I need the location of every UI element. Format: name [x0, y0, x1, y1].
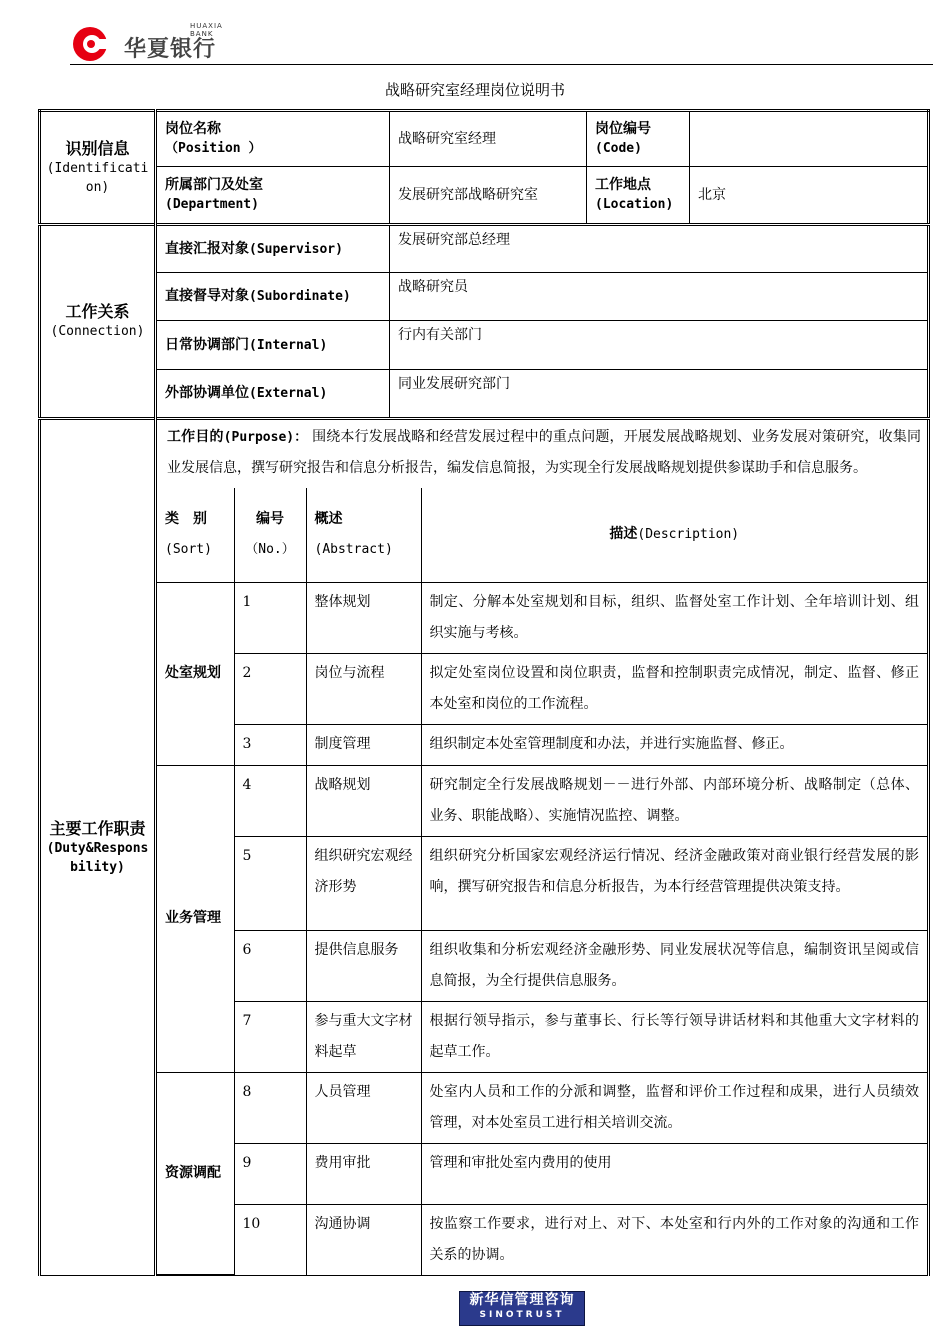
connection-title-en: (Connection)	[50, 324, 145, 339]
sinotrust-logo-en: SINOTRUST	[479, 1310, 565, 1320]
duty-abstract: 整体规划	[306, 582, 421, 653]
duties-content	[156, 419, 929, 1276]
duty-number: 9	[234, 1143, 306, 1204]
duties-title: 主要工作职责	[49, 818, 146, 838]
table-row	[157, 765, 927, 836]
sort-header-en: (Sort)	[165, 542, 212, 558]
code-label-en: (Code)	[595, 141, 642, 156]
duty-number: 8	[234, 1072, 306, 1143]
duties-title-en: (Duty&Responsbility)	[46, 840, 149, 875]
purpose-label-en: (Purpose)：	[223, 430, 308, 445]
position-label	[156, 111, 390, 167]
duty-number: 2	[234, 653, 306, 724]
table-row	[157, 653, 927, 724]
duty-description: 组织收集和分析宏观经济金融形势、同业发展状况等信息，编制资讯呈阅或信息简报，为全行提供信息服务。	[421, 930, 927, 1001]
duty-number: 5	[234, 836, 306, 930]
sinotrust-logo-cn: 新华信管理咨询	[469, 1292, 575, 1308]
no-header-en: （No.）	[245, 542, 295, 558]
duty-abstract: 人员管理	[306, 1072, 421, 1143]
supervisor-value: 发展研究部总经理	[390, 225, 929, 273]
huaxia-logo-icon	[70, 24, 110, 64]
abstract-header-cn: 概述	[314, 511, 343, 528]
duty-abstract: 岗位与流程	[306, 653, 421, 724]
duty-number: 6	[234, 930, 306, 1001]
duty-description: 处室内人员和工作的分派和调整，监督和评价工作过程和成果，进行人员绩效管理，对本处室员工进行相关培训交流。	[421, 1072, 927, 1143]
external-label-en: (External)	[249, 386, 328, 401]
external-label	[156, 370, 390, 419]
supervisor-label-en: (Supervisor)	[249, 241, 343, 257]
internal-value: 行内有关部门	[390, 321, 929, 370]
duty-number: 10	[234, 1204, 306, 1275]
header-divider	[70, 64, 933, 65]
page-title: 战略研究室经理岗位说明书	[384, 81, 565, 99]
external-value: 同业发展研究部门	[390, 370, 929, 419]
duty-description: 组织研究分析国家宏观经济运行情况、经济金融政策对商业银行经营发展的影响，撰写研究报告和信息分析报告，为本行经营管理提供决策支持。	[421, 836, 927, 930]
duty-number: 3	[234, 724, 306, 765]
connection-section	[40, 225, 156, 419]
category-resources: 资源调配	[157, 1072, 234, 1275]
internal-label-en: (Internal)	[249, 337, 328, 353]
purpose-label-cn: 工作目的	[167, 429, 224, 445]
duty-description: 组织制定本处室管理制度和办法，并进行实施监督、修正。	[421, 724, 927, 765]
duty-number: 7	[234, 1001, 306, 1072]
duty-description: 管理和审批处室内费用的使用	[421, 1143, 927, 1204]
purpose-block	[157, 420, 927, 488]
bank-logo	[70, 22, 240, 64]
sort-header	[157, 488, 234, 582]
job-description-table	[38, 109, 930, 1276]
subordinate-value: 战略研究员	[390, 273, 929, 321]
duty-description: 研究制定全行发展战略规划－－进行外部、内部环境分析、战略制定（总体、业务、职能战略）、实施情况监控、调整。	[421, 765, 927, 836]
duties-header-row	[157, 488, 927, 582]
duties-table	[157, 488, 927, 1275]
supervisor-label	[156, 225, 390, 273]
location-value: 北京	[690, 167, 929, 225]
purpose-text: 围绕本行发展战略和经营发展过程中的重点问题，开展发展战略规划、业务发展对策研究，收集同业发展信息，撰写研究报告和信息分析报告，编发信息简报，为实现全行发展战略规划提供参谋助手和信息服务。	[167, 429, 922, 476]
no-header	[234, 488, 306, 582]
description-header	[421, 488, 927, 582]
duty-description: 根据行领导指示，参与董事长、行长等行领导讲话材料和其他重大文字材料的起草工作。	[421, 1001, 927, 1072]
abstract-header-en: (Abstract)	[314, 542, 393, 558]
table-row	[157, 724, 927, 765]
no-header-cn: 编号	[256, 511, 284, 528]
location-label	[587, 167, 690, 225]
duty-description: 制定、分解本处室规划和目标，组织、监督处室工作计划、全年培训计划、组织实施与考核。	[421, 582, 927, 653]
duty-description: 拟定处室岗位设置和岗位职责，监督和控制职责完成情况，制定、监督、修正本处室和岗位的工作流程。	[421, 653, 927, 724]
duty-abstract: 费用审批	[306, 1143, 421, 1204]
subordinate-label	[156, 273, 390, 321]
subordinate-label-cn: 直接督导对象	[165, 288, 249, 304]
external-label-cn: 外部协调单位	[165, 385, 249, 401]
description-header-cn: 描述	[609, 526, 638, 543]
supervisor-label-cn: 直接汇报对象	[165, 240, 249, 257]
sinotrust-logo	[459, 1291, 585, 1326]
position-label-cn: 岗位名称	[165, 121, 221, 137]
duty-abstract: 战略规划	[306, 765, 421, 836]
duty-abstract: 参与重大文字材料起草	[306, 1001, 421, 1072]
department-value: 发展研究部战略研究室	[390, 167, 587, 225]
abstract-header	[306, 488, 421, 582]
duty-number: 1	[234, 582, 306, 653]
description-header-en: (Description)	[637, 527, 740, 543]
table-row	[157, 836, 927, 930]
category-business: 业务管理	[157, 765, 234, 1072]
duty-description: 按监察工作要求，进行对上、对下、本处室和行内外的工作对象的沟通和工作关系的协调。	[421, 1204, 927, 1275]
position-value: 战略研究室经理	[390, 111, 587, 167]
identification-title: 识别信息	[65, 138, 130, 158]
connection-title: 工作关系	[65, 302, 130, 321]
department-label-cn: 所属部门及处室	[165, 177, 263, 193]
department-label-en: (Department)	[165, 197, 259, 212]
duties-section	[40, 419, 156, 1276]
duty-abstract: 制度管理	[306, 724, 421, 765]
subordinate-label-en: (Subordinate)	[249, 289, 351, 304]
table-row	[157, 1204, 927, 1275]
internal-label	[156, 321, 390, 370]
table-row	[157, 1143, 927, 1204]
table-row	[157, 1001, 927, 1072]
duty-abstract: 提供信息服务	[306, 930, 421, 1001]
department-label	[156, 167, 390, 225]
identification-section	[40, 111, 156, 225]
purpose-label	[167, 429, 307, 445]
location-label-cn: 工作地点	[595, 177, 651, 193]
bank-name-cn: 华夏银行	[124, 37, 217, 62]
table-row	[157, 582, 927, 653]
table-row	[157, 1072, 927, 1143]
code-label	[587, 111, 690, 167]
identification-title-en: (Identification)	[46, 160, 149, 195]
duty-abstract: 沟通协调	[306, 1204, 421, 1275]
position-label-en: （Position ）	[165, 141, 262, 156]
duty-number: 4	[234, 765, 306, 836]
location-label-en: (Location)	[595, 197, 674, 212]
internal-label-cn: 日常协调部门	[165, 336, 249, 353]
bank-name-en: HUAXIA BANK	[190, 22, 223, 38]
table-row	[157, 930, 927, 1001]
category-planning: 处室规划	[157, 582, 234, 765]
code-label-cn: 岗位编号	[595, 121, 651, 137]
code-value	[690, 111, 929, 167]
sort-header-cn: 类 别	[165, 511, 207, 528]
duty-abstract: 组织研究宏观经济形势	[306, 836, 421, 930]
